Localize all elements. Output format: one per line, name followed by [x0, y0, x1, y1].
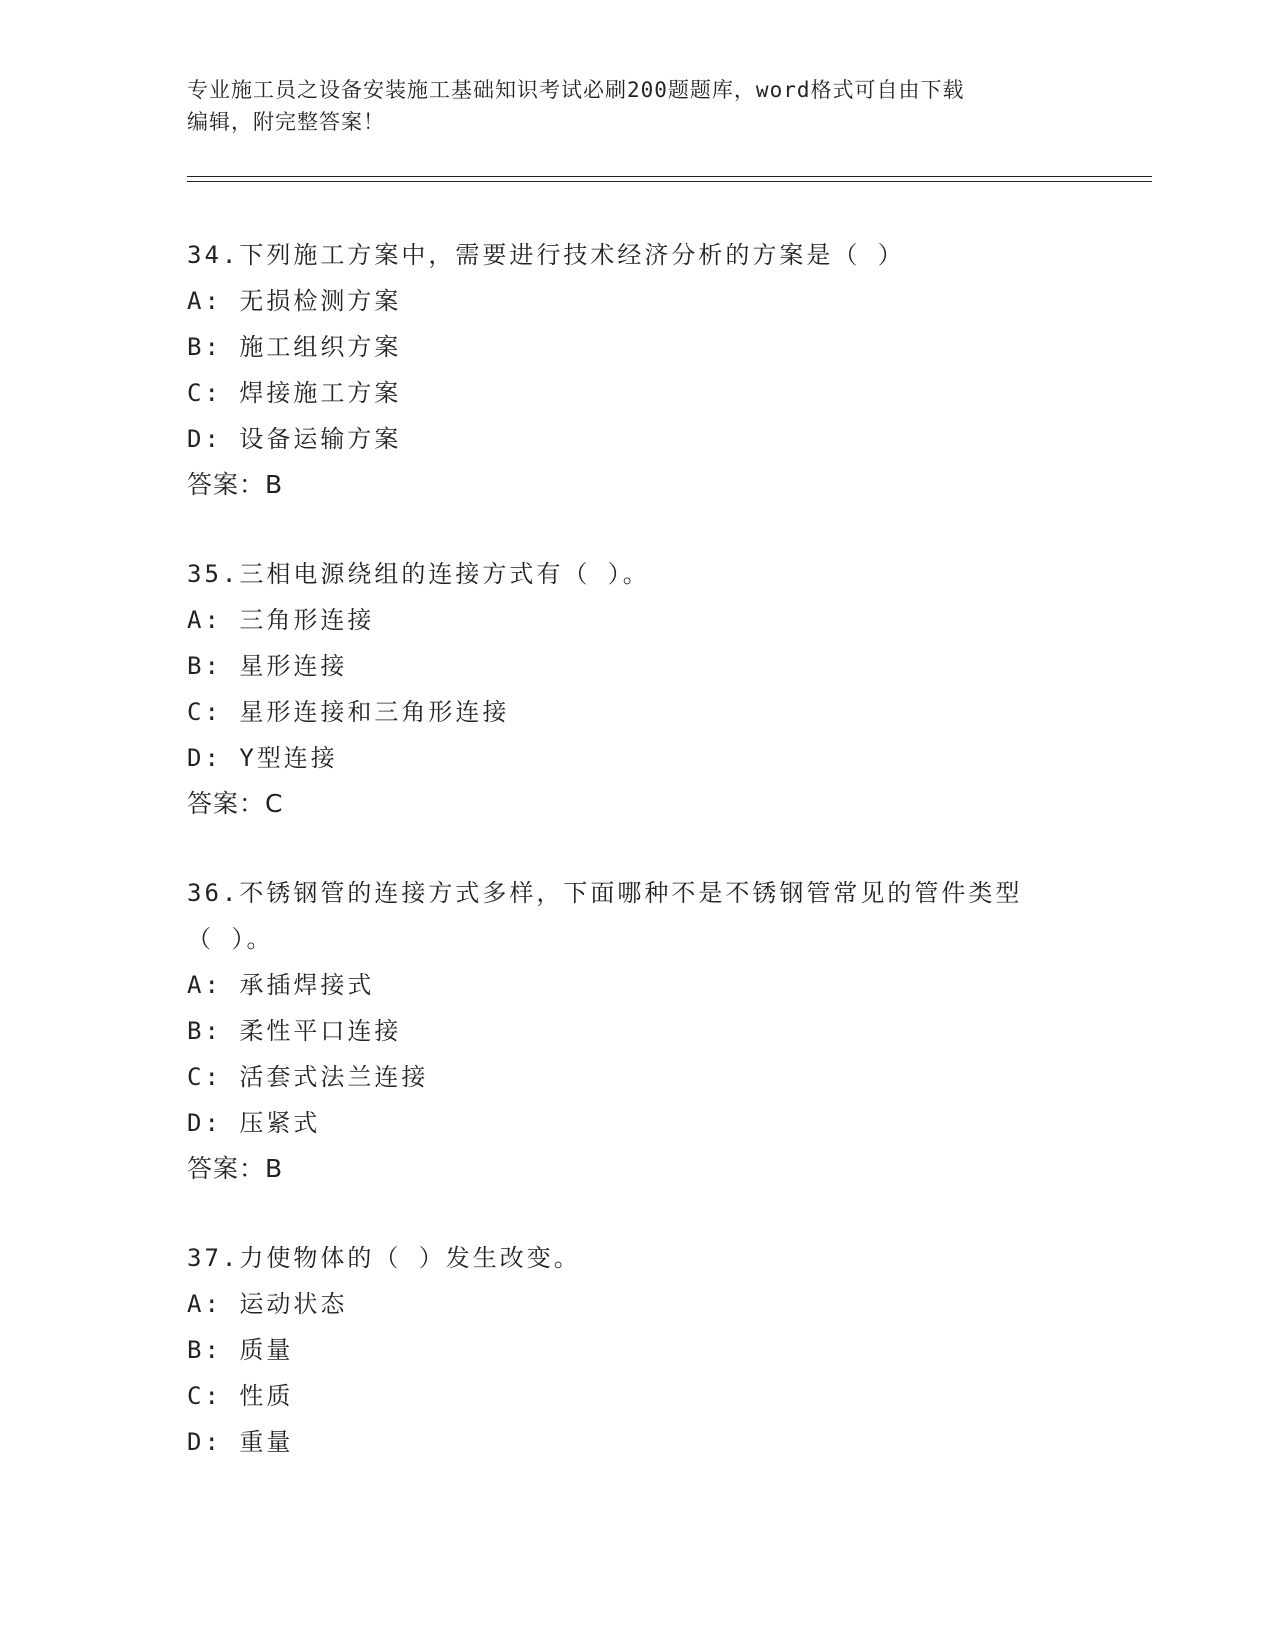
option-c: C: 焊接施工方案 — [187, 379, 402, 407]
question-36 — [187, 870, 1087, 1192]
question-35 — [187, 551, 1087, 827]
question-stem: 35.三相电源绕组的连接方式有（ ）。 — [187, 560, 650, 588]
question-34 — [187, 232, 1087, 508]
answer: 答案：B — [187, 470, 284, 499]
question-stem: 37.力使物体的（ ）发生改变。 — [187, 1244, 581, 1272]
header-line-2: 编辑，附完整答案！ — [187, 110, 385, 134]
question-37 — [187, 1235, 1087, 1465]
option-d: D: Y型连接 — [187, 744, 338, 772]
option-a: A: 无损检测方案 — [187, 287, 402, 315]
header-rule-bottom — [187, 181, 1152, 182]
option-b: B: 柔性平口连接 — [187, 1017, 402, 1045]
option-c: C: 性质 — [187, 1382, 294, 1410]
question-stem: 36.不锈钢管的连接方式多样，下面哪种不是不锈钢管常见的管件类型 — [187, 879, 1023, 907]
header-rule-top — [187, 176, 1152, 177]
option-b: B: 星形连接 — [187, 652, 348, 680]
document-header — [187, 74, 1067, 138]
option-a: A: 承插焊接式 — [187, 971, 375, 999]
option-d: D: 压紧式 — [187, 1109, 321, 1137]
option-b: B: 质量 — [187, 1336, 294, 1364]
option-b: B: 施工组织方案 — [187, 333, 402, 361]
option-a: A: 三角形连接 — [187, 606, 375, 634]
answer: 答案：C — [187, 789, 284, 818]
option-c: C: 活套式法兰连接 — [187, 1063, 429, 1091]
question-stem: 34.下列施工方案中，需要进行技术经济分析的方案是（ ） — [187, 241, 905, 269]
option-d: D: 设备运输方案 — [187, 425, 402, 453]
header-line-1: 专业施工员之设备安装施工基础知识考试必刷200题题库，word格式可自由下载 — [187, 78, 965, 102]
option-a: A: 运动状态 — [187, 1290, 348, 1318]
option-c: C: 星形连接和三角形连接 — [187, 698, 510, 726]
question-stem-continued: （ ）。 — [187, 925, 274, 953]
answer: 答案：B — [187, 1154, 284, 1183]
option-d: D: 重量 — [187, 1428, 294, 1456]
